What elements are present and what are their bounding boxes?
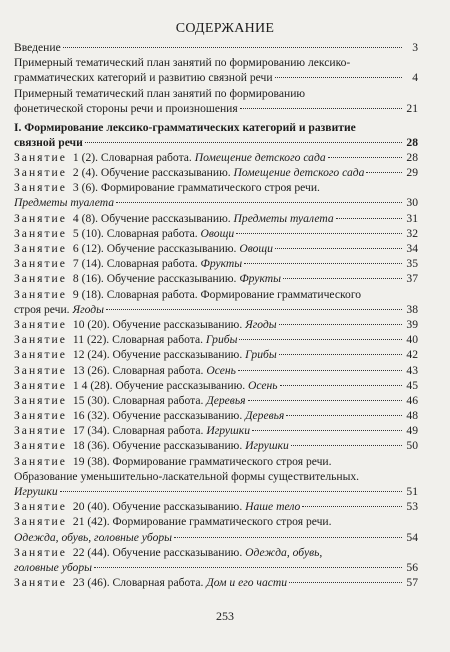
topic-title: Овощи: [239, 242, 273, 256]
toc-entry: [14, 302, 418, 317]
toc-entry-text: [14, 40, 61, 55]
entry-description: 9 (18). Словарная работа. Формирование грамматического: [72, 287, 362, 301]
lesson-label: Занятие: [14, 317, 67, 331]
dot-leader: [239, 339, 402, 340]
entry-description: I. Формирование лексико-грамматических категорий и развитие: [14, 120, 356, 134]
lesson-label: Занятие: [14, 242, 67, 256]
dot-leader: [328, 157, 402, 158]
lesson-label: Занятие: [14, 500, 67, 514]
page-ref: 50: [406, 439, 418, 453]
toc-lesson-entry: [14, 408, 418, 423]
page-ref: 43: [406, 363, 418, 377]
dot-leader: [248, 400, 402, 401]
toc-lesson-entry: [14, 332, 418, 347]
toc-entry-text: [14, 101, 238, 116]
toc-lesson-entry: [14, 438, 418, 453]
entry-description: 20 (40). Обучение рассказыванию.: [72, 500, 243, 514]
topic-title: Деревья: [245, 409, 285, 423]
toc-lesson-entry: [14, 317, 418, 332]
toc-entry-text: [14, 241, 273, 256]
dot-leader: [252, 430, 402, 431]
toc-lesson-entry: [14, 180, 418, 195]
page-ref: 46: [406, 393, 418, 407]
lesson-label: Занятие: [14, 226, 67, 240]
toc-entry: [14, 40, 418, 55]
page-ref: 35: [406, 257, 418, 271]
dot-leader: [94, 567, 402, 568]
entry-description: 10 (20). Обучение рассказыванию.: [72, 317, 243, 331]
toc-lesson-entry: [14, 423, 418, 438]
topic-title: Одежда, обувь, головные уборы: [14, 530, 173, 544]
toc-entry: [14, 70, 418, 85]
topic-title: Ягоды: [245, 317, 277, 331]
toc-lesson-entry: [14, 271, 418, 286]
topic-title: Одежда, обувь,: [245, 545, 323, 559]
page-ref: 3: [412, 41, 418, 54]
lesson-label: Занятие: [14, 257, 67, 271]
toc-entry-text: [14, 347, 277, 362]
entry-description: 5 (10). Словарная работа.: [72, 226, 198, 240]
toc-lesson-entry: [14, 393, 418, 408]
lesson-label: Занятие: [14, 439, 67, 453]
toc-lesson-entry: [14, 575, 418, 590]
toc-entry-text: [14, 499, 300, 514]
entry-description: 19 (38). Формирование грамматического строя речи.: [72, 454, 332, 468]
lesson-label: Занятие: [14, 424, 67, 438]
entry-description: строя речи.: [14, 302, 70, 316]
dot-leader: [238, 370, 402, 371]
toc-entry: [14, 135, 418, 150]
entry-description: 21 (42). Формирование грамматического строя речи.: [72, 515, 332, 529]
dot-leader: [60, 491, 402, 492]
page-ref: 29: [406, 166, 418, 180]
page-ref: 54: [406, 530, 418, 544]
toc-entry-text: [14, 165, 364, 180]
dot-leader: [291, 445, 402, 446]
topic-title: Осень: [248, 378, 278, 392]
toc-entry: [14, 195, 418, 210]
toc-entry-text: [14, 180, 320, 195]
toc-lesson-entry: [14, 165, 418, 180]
entry-description: 1 (2). Словарная работа.: [72, 150, 192, 164]
lesson-label: Занятие: [14, 545, 67, 559]
dot-leader: [302, 506, 402, 507]
toc-lesson-entry: [14, 363, 418, 378]
dot-leader: [106, 309, 402, 310]
lesson-label: Занятие: [14, 409, 67, 423]
lesson-label: Занятие: [14, 576, 67, 590]
toc-entry-text: [14, 120, 356, 135]
dot-leader: [336, 218, 402, 219]
page-ref: 21: [406, 101, 418, 115]
toc-entry-text: [14, 438, 289, 453]
entry-description: 4 (8). Обучение рассказыванию.: [72, 211, 231, 225]
toc-entry-text: [14, 408, 284, 423]
toc-lesson-entry: [14, 347, 418, 362]
toc-entry-text: [14, 271, 281, 286]
page-ref: 4: [412, 71, 418, 85]
entry-description: 16 (32). Обучение рассказыванию.: [72, 409, 243, 423]
toc-entry-text: [14, 575, 287, 590]
topic-title: Овощи: [200, 226, 235, 240]
page-ref: 53: [406, 500, 418, 514]
page-ref: 30: [406, 196, 418, 210]
entry-description: грамматических категорий и развитию связной речи: [14, 71, 273, 85]
page-ref: 49: [406, 424, 418, 438]
toc-entry-text: [14, 135, 83, 150]
topic-title: Ягоды: [72, 302, 104, 316]
page-ref: 28: [406, 150, 418, 164]
toc-lesson-entry: [14, 545, 418, 560]
page-ref: 51: [406, 485, 418, 499]
entry-description: 15 (30). Словарная работа.: [72, 393, 204, 407]
toc-entry-text: [14, 150, 326, 165]
dot-leader: [240, 108, 402, 109]
toc-entry-text: [14, 545, 322, 560]
page-ref: 32: [406, 226, 418, 240]
entry-description: Примерный тематический план занятий по формированию лексико-: [14, 56, 351, 70]
lesson-label: Занятие: [14, 378, 67, 392]
toc-lesson-entry: [14, 241, 418, 256]
lesson-label: Занятие: [14, 150, 67, 164]
lesson-label: Занятие: [14, 211, 67, 225]
topic-title: Наше тело: [245, 500, 301, 514]
toc-entry-text: [14, 363, 236, 378]
topic-title: Осень: [206, 363, 236, 377]
toc-entry-text: [14, 530, 172, 545]
topic-title: Предметы туалета: [233, 211, 334, 225]
topic-title: Помещение детского сада: [233, 166, 365, 180]
toc-entry-text: [14, 86, 305, 101]
toc-entry-text: [14, 454, 332, 469]
entry-description: 6 (12). Обучение рассказыванию.: [72, 242, 237, 256]
dot-leader: [116, 202, 402, 203]
entry-description: 3 (6). Формирование грамматического строя речи.: [72, 181, 320, 195]
dot-leader: [244, 263, 402, 264]
toc-entry-text: [14, 332, 237, 347]
dot-leader: [279, 354, 402, 355]
dot-leader: [289, 582, 402, 583]
lesson-label: Занятие: [14, 363, 67, 377]
toc-entry: [14, 469, 418, 484]
dot-leader: [236, 233, 402, 234]
page-ref: 48: [406, 409, 418, 423]
toc-entry-text: [14, 302, 104, 317]
topic-title: Игрушки: [245, 439, 289, 453]
topic-title: Игрушки: [14, 485, 58, 499]
entry-description: 7 (14). Словарная работа.: [72, 257, 198, 271]
topic-title: Помещение детского сада: [194, 150, 326, 164]
toc-entry-text: [14, 393, 246, 408]
lesson-label: Занятие: [14, 166, 67, 180]
toc-entry-text: [14, 256, 242, 271]
entry-description: 23 (46). Словарная работа.: [72, 576, 204, 590]
dot-leader: [279, 324, 402, 325]
lesson-label: Занятие: [14, 393, 67, 407]
toc-lesson-entry: [14, 287, 418, 302]
toc-lesson-entry: [14, 211, 418, 226]
toc-lesson-entry: [14, 454, 418, 469]
toc-entry-text: [14, 226, 234, 241]
page-ref: 56: [406, 560, 418, 574]
toc-entry-text: [14, 287, 361, 302]
page-ref: 39: [406, 317, 418, 331]
page-ref: 45: [406, 378, 418, 392]
topic-title: Грибы: [245, 348, 277, 362]
lesson-label: Занятие: [14, 181, 67, 195]
dot-leader: [85, 142, 402, 143]
dot-leader: [286, 415, 402, 416]
entry-description: 12 (24). Обучение рассказыванию.: [72, 348, 243, 362]
entry-description: 2 (4). Обучение рассказыванию.: [72, 166, 231, 180]
lesson-label: Занятие: [14, 333, 67, 347]
toc-entry: [14, 55, 418, 70]
toc-lesson-entry: [14, 256, 418, 271]
dot-leader: [63, 47, 402, 48]
entry-description: 13 (26). Словарная работа.: [72, 363, 204, 377]
toc-entry: [14, 86, 418, 101]
dot-leader: [275, 248, 402, 249]
dot-leader: [280, 385, 402, 386]
entry-description: 11 (22). Словарная работа.: [72, 333, 203, 347]
lesson-label: Занятие: [14, 348, 67, 362]
toc-entry-text: [14, 55, 350, 70]
page-ref: 40: [406, 333, 418, 347]
toc-entry: [14, 530, 418, 545]
topic-title: Грибы: [205, 333, 238, 347]
page-ref: 37: [406, 272, 418, 286]
page-ref: 42: [406, 348, 418, 362]
topic-title: Игрушки: [206, 424, 251, 438]
toc-entry-text: [14, 423, 250, 438]
toc-entry-text: [14, 514, 332, 529]
toc-entry-text: [14, 378, 278, 393]
lesson-label: Занятие: [14, 515, 67, 529]
toc-entry: [14, 120, 418, 135]
entry-description: Введение: [14, 41, 61, 54]
entry-description: 18 (36). Обучение рассказыванию.: [72, 439, 243, 453]
page-title: СОДЕРЖАНИЕ: [175, 21, 275, 36]
lesson-label: Занятие: [14, 272, 67, 286]
page-ref: 28: [406, 135, 418, 149]
dot-leader: [174, 537, 402, 538]
toc-entry-text: [14, 195, 114, 210]
page-number: 253: [216, 609, 234, 623]
topic-title: Фрукты: [239, 272, 281, 286]
topic-title: головные уборы: [14, 560, 92, 574]
toc-entry-text: [14, 211, 334, 226]
dot-leader: [366, 172, 402, 173]
page-ref: 38: [406, 302, 418, 316]
page-ref: 57: [406, 576, 418, 590]
lesson-label: Занятие: [14, 287, 67, 301]
toc-entry-text: [14, 70, 273, 85]
entry-description: 8 (16). Обучение рассказыванию.: [72, 272, 237, 286]
toc-entry-text: [14, 469, 359, 484]
entry-description: 1 4 (28). Обучение рассказыванию.: [72, 378, 246, 392]
entry-description: связной речи: [14, 135, 83, 149]
toc-entry: [14, 560, 418, 575]
topic-title: Деревья: [206, 393, 246, 407]
entry-description: фонетической стороны речи и произношения: [14, 101, 238, 115]
topic-title: Фрукты: [200, 257, 243, 271]
toc-entry-text: [14, 560, 92, 575]
table-of-contents: [14, 40, 418, 590]
page-ref: 34: [406, 242, 418, 256]
page-ref: 31: [406, 211, 418, 225]
dot-leader: [283, 278, 402, 279]
dot-leader: [275, 77, 402, 78]
toc-lesson-entry: [14, 514, 418, 529]
lesson-label: Занятие: [14, 454, 67, 468]
toc-lesson-entry: [14, 499, 418, 514]
toc-lesson-entry: [14, 150, 418, 165]
toc-lesson-entry: [14, 378, 418, 393]
entry-description: Образование уменьшительно-ласкательной формы существительных.: [14, 469, 360, 483]
toc-entry-text: [14, 317, 277, 332]
entry-description: Примерный тематический план занятий по формированию: [14, 86, 306, 100]
topic-title: Предметы туалета: [14, 196, 115, 210]
toc-entry: [14, 101, 418, 116]
topic-title: Дом и его части: [206, 576, 288, 590]
toc-entry-text: [14, 484, 58, 499]
toc-entry: [14, 484, 418, 499]
entry-description: 17 (34). Словарная работа.: [72, 424, 204, 438]
entry-description: 22 (44). Обучение рассказыванию.: [72, 545, 243, 559]
toc-lesson-entry: [14, 226, 418, 241]
